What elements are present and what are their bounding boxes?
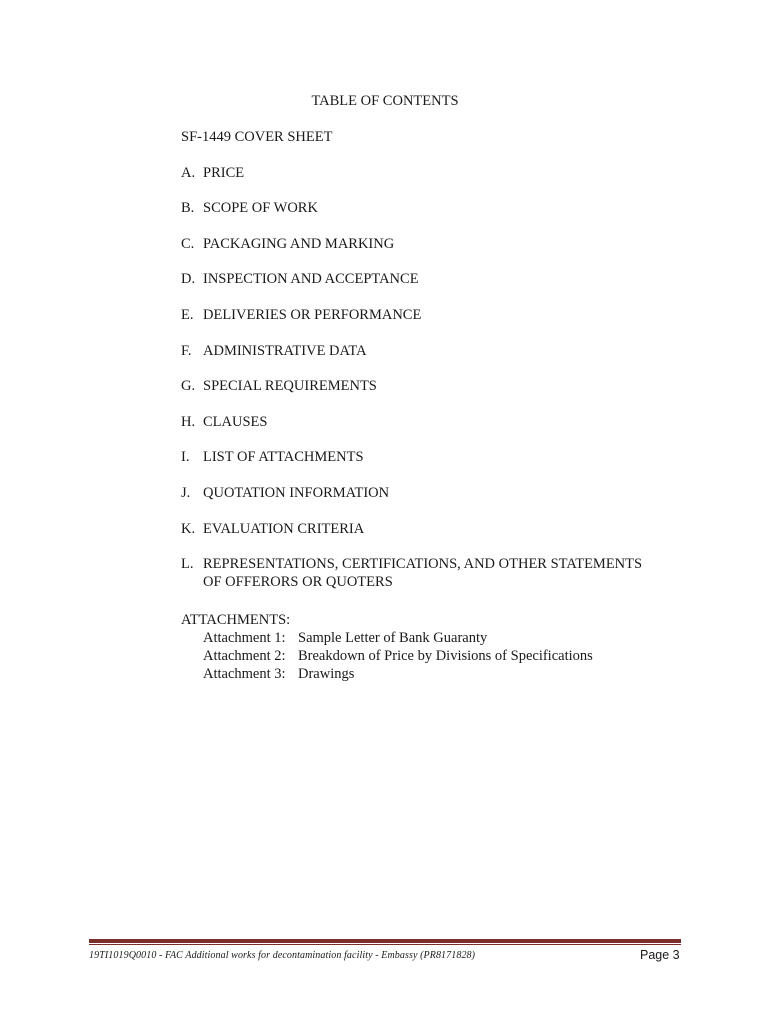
- toc-entry: [181, 377, 701, 395]
- toc-entry-letter: K.: [181, 520, 196, 537]
- attachment-item: [181, 665, 593, 683]
- toc-entry-letter: H.: [181, 413, 196, 430]
- attachment-label: Attachment 1:: [203, 630, 286, 646]
- toc-entry: [181, 342, 701, 360]
- attachment-item: [181, 647, 593, 665]
- toc-entry-letter: E.: [181, 306, 194, 323]
- toc-entry-continuation: OF OFFERORS OR QUOTERS: [203, 574, 393, 591]
- toc-entry-letter: D.: [181, 271, 196, 288]
- toc-entry: [181, 270, 701, 288]
- toc-entry: [181, 128, 701, 146]
- page-title: TABLE OF CONTENTS: [311, 93, 459, 109]
- toc-entry-text: DELIVERIES OR PERFORMANCE: [203, 306, 422, 323]
- toc-entry-text: PACKAGING AND MARKING: [203, 235, 395, 252]
- toc-entry-letter: C.: [181, 235, 195, 252]
- toc-entry-text: PRICE: [203, 164, 245, 181]
- toc-entry-letter: I.: [181, 449, 190, 466]
- toc-entry-text: SF-1449 COVER SHEET: [181, 129, 333, 145]
- toc-entry: [181, 520, 701, 538]
- toc-entry-text: ADMINISTRATIVE DATA: [203, 342, 367, 359]
- toc-entry-letter: F.: [181, 342, 192, 359]
- toc-entry-text: SCOPE OF WORK: [203, 200, 318, 217]
- toc-entry-letter: G.: [181, 378, 196, 395]
- attachments-list: [181, 629, 593, 683]
- attachment-title: Drawings: [298, 666, 355, 682]
- attachments-section: [181, 611, 593, 683]
- toc-list: [181, 128, 701, 609]
- toc-entry: [181, 484, 701, 502]
- toc-entry-letter: B.: [181, 200, 195, 217]
- attachment-item: [181, 629, 593, 647]
- toc-entry: [181, 413, 701, 431]
- attachment-label: Attachment 2:: [203, 648, 286, 664]
- attachment-title: Sample Letter of Bank Guaranty: [298, 630, 488, 646]
- toc-entry-text: EVALUATION CRITERIA: [203, 520, 365, 537]
- footer-rule: [89, 939, 681, 943]
- toc-entry-letter: J.: [181, 484, 191, 501]
- toc-entry-text: REPRESENTATIONS, CERTIFICATIONS, AND OTHER STATEMENTS: [203, 556, 643, 573]
- toc-entry-text: LIST OF ATTACHMENTS: [203, 449, 364, 466]
- toc-entry-text: QUOTATION INFORMATION: [203, 484, 390, 501]
- toc-entry-text: INSPECTION AND ACCEPTANCE: [203, 271, 419, 288]
- toc-entry-text: SPECIAL REQUIREMENTS: [203, 378, 377, 395]
- toc-entry-text: CLAUSES: [203, 413, 268, 430]
- footer-document-reference: 19TI1019Q0010 - FAC Additional works for decontamination facility - Embassy (PR8171828): [89, 950, 476, 961]
- toc-entry-letter: L.: [181, 556, 194, 573]
- toc-entry: [181, 164, 701, 182]
- toc-entry: [181, 306, 701, 324]
- attachment-label: Attachment 3:: [203, 666, 286, 682]
- page-number: Page 3: [640, 948, 680, 962]
- toc-entry: [181, 235, 701, 253]
- toc-entry: [181, 448, 701, 466]
- attachments-heading: ATTACHMENTS:: [181, 612, 291, 628]
- toc-entry: [181, 199, 701, 217]
- toc-entry: [181, 555, 701, 591]
- toc-entry-letter: A.: [181, 164, 196, 181]
- attachment-title: Breakdown of Price by Divisions of Specifications: [298, 648, 593, 664]
- footer-rule-thin: [89, 944, 681, 945]
